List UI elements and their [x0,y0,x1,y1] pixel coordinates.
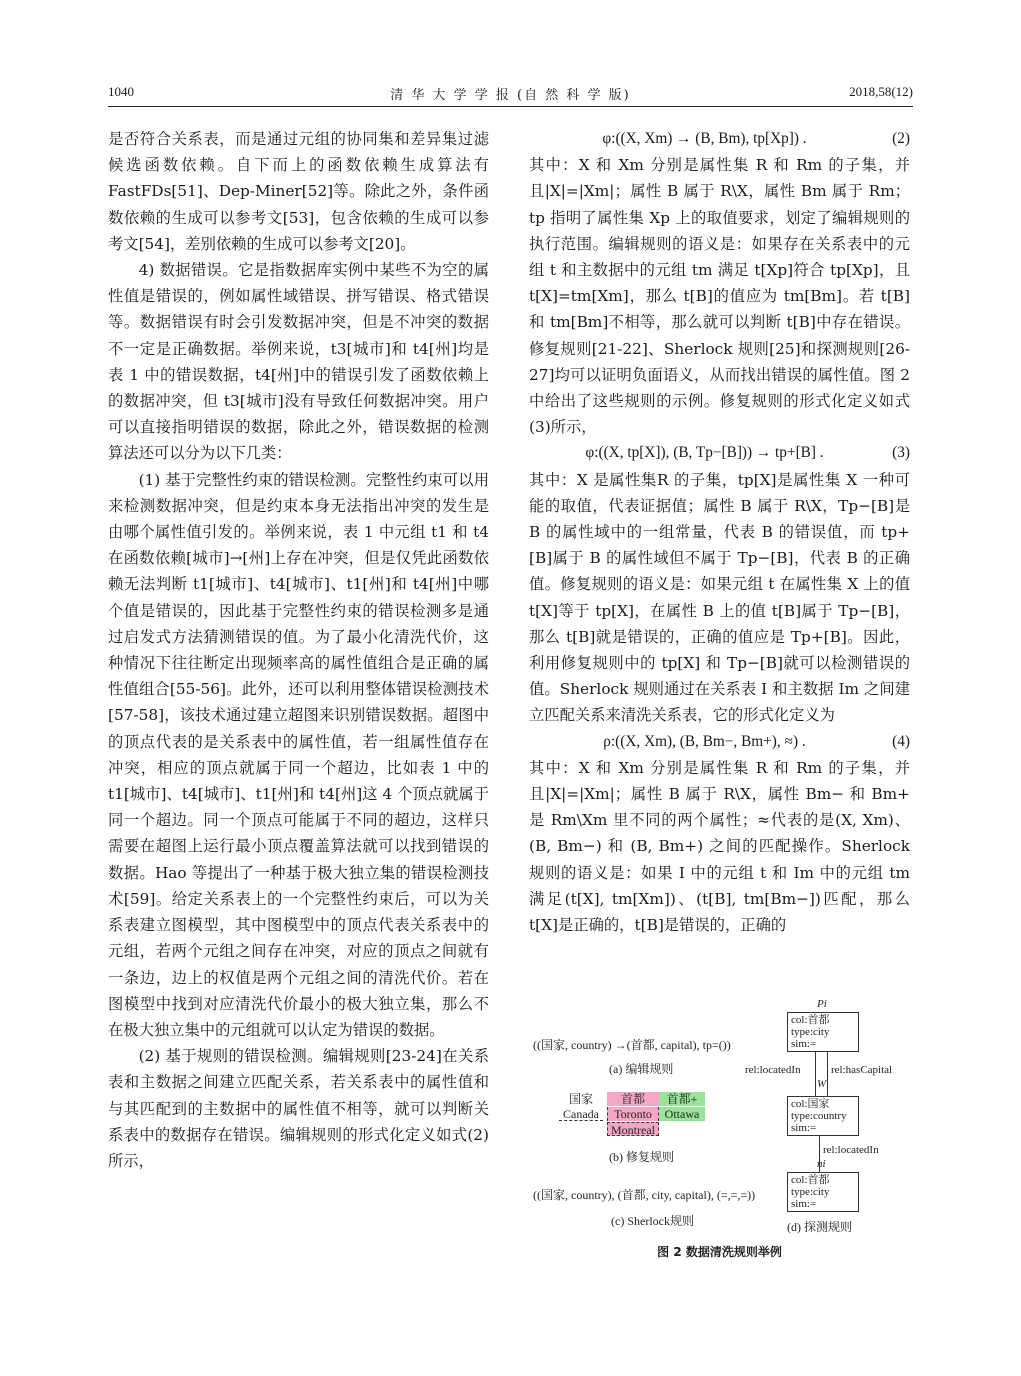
fix-header-capital: 首都 [607,1092,659,1106]
fix-header-country: 国家 [568,1092,593,1106]
page-number: 1040 [108,84,134,99]
box-line: sim:= [791,1198,817,1210]
header-rule [108,106,913,107]
fix-cell-toronto: Toronto [607,1107,659,1121]
node-n: ni [817,1158,826,1170]
edge-capital-line [827,1052,828,1096]
equation-number: (3) [892,444,910,462]
label-a: (a) 编辑规则 [609,1062,674,1076]
box-line: type:city [791,1026,830,1038]
box-line: sim:= [791,1038,817,1050]
equation-number: (2) [892,130,910,147]
volume-info: 2018,58(12) [849,84,913,99]
edge-located-line [815,1052,816,1096]
formula-3 [529,440,910,466]
edge-located-label: rel:locatedIn [745,1064,801,1076]
paragraph: 其中：X 和 Xm 分别是属性集 R 和 Rm 的子集，并且|X|=|Xm|；属性 B 属于 R\X，属性 Bm 属于 Rm；tp 指明了属性集 Xp 上的取值要求，划定了编辑规则的执行范围。编辑规则的语义是：如果存在关系表中的元组 t 和主数据中的元组 tm 满足 t[Xp]符合 tp[Xp]，且 t[X]=tm[Xm]，那么 t[B]的值应为 tm[Bm]。若 t[B]和 tm[Bm]不相等，那么就可以判断 t[B]中存在错误。修复规则[21-22]、Sherlock 规则[25]和探测规则[26-27]均可以证明负面语义，从而找出错误的属性值。图 2 中给出了这些规则的示例。修复规则的形式化定义如式(3)所示， [529,156,910,437]
paragraph: 是否符合关系表，而是通过元组的协同集和差异集过滤候选函数依赖。自下而上的函数依赖生成算法有 FastFDs[51]、Dep-Miner[52]等。除此之外，条件函数依赖的生成可以参考文[53]，包含依赖的生成可以参考文[54]，差别依赖的生成可以参考文[20]。 [108,130,489,253]
editing-rule-text: ((国家, country) →(首都, capital), tp=()) [533,1038,731,1052]
detect-box-mid [787,1096,859,1136]
node-w: W [817,1078,827,1090]
page-header [108,84,913,106]
figure-2 [529,998,910,1260]
fix-cell-canada: Canada [559,1107,603,1121]
formula-text: φ:((X, Xm) → (B, Bm), tp[Xp]) . [602,130,807,147]
formula-4 [529,729,910,755]
paragraph: 其中：X 和 Xm 分别是属性集 R 和 Rm 的子集，并且|X|=|Xm|；属性 B 属于 R\X，属性 Bm− 和 Bm+ 是 Rm\Xm 里不同的两个属性；≈代表的是(X, Xm)、(B, Bm−) 和 (B, Bm+) 之间的匹配操作。Sherlock 规则的语义是：如果 I 中的元组 t 和 Im 中的元组 tm 满足(t[X], tm[Xm])、(t[B], tm[Bm−])匹配，那么 t[X]是正确的，t[B]是错误的，正确的 [529,758,910,935]
label-c: (c) Sherlock规则 [611,1214,694,1228]
label-b: (b) 修复规则 [609,1150,674,1164]
equation-number: (4) [892,732,910,750]
fix-header-capital-plus: 首都+ [659,1092,705,1106]
edge-capital-label: rel:hasCapital [831,1064,893,1076]
formula-text: φ:((X, tp[X]), (B, Tp−[B])) → tp+[B] . [585,444,824,462]
paragraph: 4) 数据错误。它是指数据库实例中某些不为空的属性值是错误的，例如属性域错误、拼写错误、格式错误等。数据错误有时会引发数据冲突，但是不冲突的数据不一定是正确数据。举例来说，t3[城市]和 t4[州]均是表 1 中的错误数据，t4[州]中的错误引发了函数依赖上的数据冲突，但 t3[城市]没有导致任何数据冲突。用户可以直接指明错误的数据，除此之外，错误数据的检测算法还可以分为以下几类： [108,261,489,463]
figure-caption: 图 2 数据清洗规则举例 [657,1245,782,1259]
box-line: type:country [791,1110,847,1122]
journal-title: 清 华 大 学 学 报 (自 然 科 学 版) [390,88,631,103]
label-d: (d) 探测规则 [787,1220,852,1234]
formula-text: ρ:((X, Xm), (B, Bm−, Bm+), ≈) . [603,732,806,750]
box-line: col:首都 [791,1014,830,1026]
paragraph: (1) 基于完整性约束的错误检测。完整性约束可以用来检测数据冲突，但是约束本身无法指出冲突的发生是由哪个属性值引发的。举例来说，表 1 中元组 t1 和 t4 在函数依赖[城市]→[州]上存在冲突，但是仅凭此函数依赖无法判断 t1[城市]、t4[城市]、t1[州]和 t4[州]中哪个值是错误的，因此基于完整性约束的错误检测多是通过启发式方法猜测错误的值。为了最小化清洗代价，这种情况下往往断定出现频率高的属性值组合是正确的属性值组合[55-56]。此外，还可以利用整体错误检测技术[57-58]，该技术通过建立超图来识别错误数据。超图中的顶点代表的是关系表中的属性值，若一组属性值存在冲突，相应的顶点就属于同一个超边，比如表 1 中的 t1[城市]、t4[城市]、t1[州]和 t4[州]这 4 个顶点就属于同一个超边。同一个顶点可能属于不同的超边，这样只需要在超图上运行最小顶点覆盖算法就可以找到错误的数据。Hao 等提出了一种基于极大独立集的错误检测技术[59]。给定关系表上的一个完整性约束后，可以为关系表建立图模型，其中图模型中的顶点代表关系表中的元组，若两个元组之间存在冲突，对应的顶点之间就有一条边，边上的权值是两个元组之间的清洗代价。若在图模型中找到对应清洗代价最小的极大独立集，那么不在极大独立集中的元组就可以认定为错误的数据。 [108,470,489,1039]
fix-cell-ottawa: Ottawa [659,1107,705,1121]
box-line: sim:= [791,1122,817,1134]
box-line: col:首都 [791,1174,830,1186]
detect-box-top [787,1012,859,1052]
box-line: col:国家 [791,1098,830,1110]
left-column [108,126,489,1174]
box-line: type:city [791,1186,830,1198]
right-column [529,126,910,938]
formula-2 [529,126,910,152]
edge-located2-label: rel:locatedIn [823,1144,879,1156]
paragraph: (2) 基于规则的错误检测。编辑规则[23-24]在关系表和主数据之间建立匹配关系，若关系表中的属性值和与其匹配到的主数据中的属性值不相等，就可以判断关系表中的数据存在错误。编辑规则的形式化定义如式(2)所示， [108,1047,489,1170]
sherlock-rule-text: ((国家, country), (首都, city, capital), (=,=,=)) [533,1188,756,1202]
paragraph: 其中：X 是属性集R 的子集，tp[X]是属性集 X 一种可能的取值，代表证据值；属性 B 属于 R\X，Tp−[B]是 B 的属性域中的一组常量，代表 B 的错误值，而 tp+[B]属于 B 的属性域但不属于 Tp−[B]，代表 B 的正确值。修复规则的语义是：如果元组 t 在属性集 X 上的值 t[X]等于 tp[X]，在属性 B 上的值 t[B]属于 Tp−[B]，那么 t[B]就是错误的，正确的值应是 Tp+[B]。因此，利用修复规则中的 tp[X] 和 Tp−[B]就可以检测错误的值。Sherlock 规则通过在关系表 I 和主数据 Im 之间建立匹配关系来清洗关系表，它的形式化定义为 [529,470,910,725]
detect-box-bot [787,1172,859,1212]
fix-cell-montreal: Montreal [607,1122,659,1136]
node-p: Pi [817,998,827,1010]
